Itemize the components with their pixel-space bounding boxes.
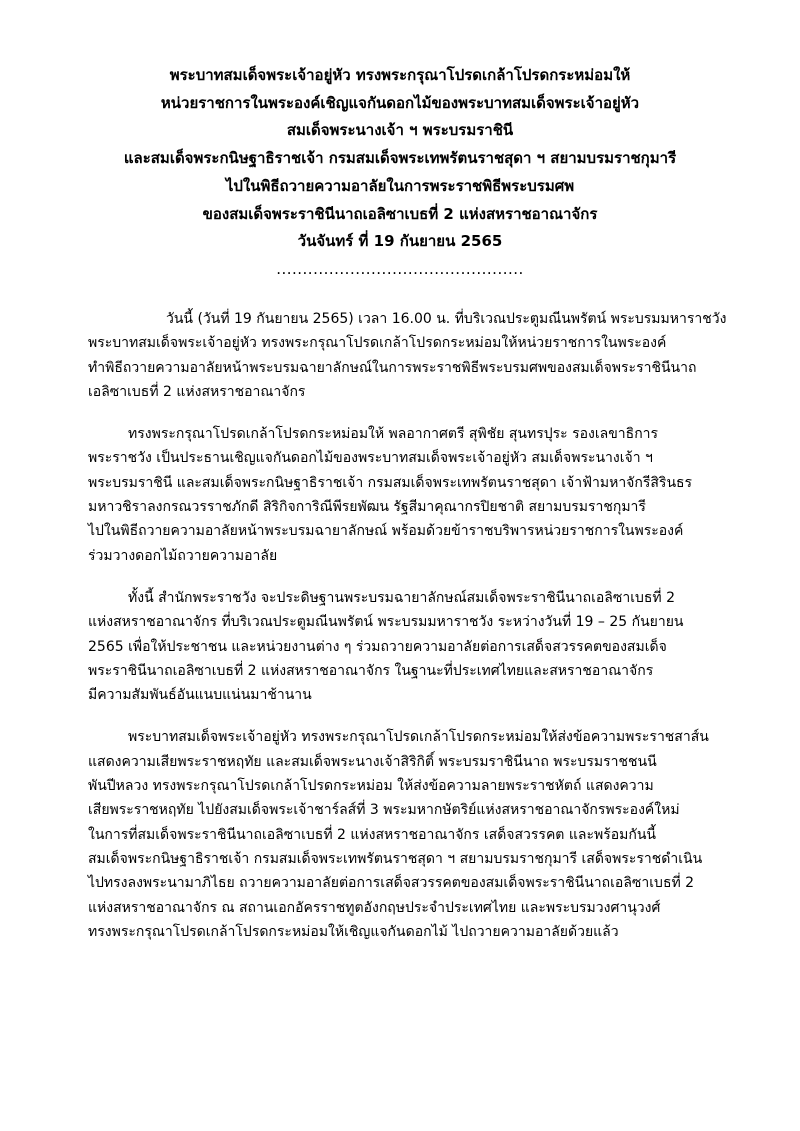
paragraph-line: ทรงพระกรุณาโปรดเกล้าโปรดกระหม่อมให้ พลอากาศตรี สุพิชัย สุนทรปุระ รองเลขาธิการ — [128, 426, 659, 443]
announcement-title — [60, 62, 740, 284]
paragraph-line: เสียพระราชหฤทัย ไปยังสมเด็จพระเจ้าชาร์ลส์ที่ 3 พระมหากษัตริย์แห่งสหราชอาณาจักรพระองค์ใหม่ — [88, 802, 680, 819]
paragraph-line: พระบาทสมเด็จพระเจ้าอยู่หัว ทรงพระกรุณาโปรดเกล้าโปรดกระหม่อมให้ส่งข้อความพระราชสาส์น — [128, 729, 709, 746]
paragraph-line: พระบรมราชินี และสมเด็จพระกนิษฐาธิราชเจ้า กรมสมเด็จพระเทพรัตนราชสุดา เจ้าฟ้ามหาจักรีสิรินธร — [88, 474, 693, 491]
paragraph-line: มหาวชิราลงกรณวรราชภักดี สิริกิจการิณีพีรยพัฒน รัฐสีมาคุณากรปิยชาติ สยามบรมราชกุมารี — [88, 499, 646, 516]
paragraph-line: เอลิซาเบธที่ 2 แห่งสหราชอาณาจักร — [88, 383, 306, 400]
title-line: หน่วยราชการในพระองค์เชิญแจกันดอกไม้ของพระบาทสมเด็จพระเจ้าอยู่หัว — [160, 93, 640, 112]
paragraph-line: พระราชินีนาถเอลิซาเบธที่ 2 แห่งสหราชอาณาจักร ในฐานะที่ประเทศไทยและสหราชอาณาจักร — [88, 662, 654, 679]
title-line: ไปในพิธีถวายความอาลัยในการพระราชพิธีพระบรมศพ — [225, 176, 575, 195]
paragraph-line: พระราชวัง เป็นประธานเชิญแจกันดอกไม้ของพระบาทสมเด็จพระเจ้าอยู่หัว สมเด็จพระนางเจ้า ฯ — [88, 450, 653, 467]
paragraph-line: วันนี้ (วันที่ 19 กันยายน 2565) เวลา 16.00 น. ที่บริเวณประตูมณีนพรัตน์ พระบรมมหาราชวัง — [166, 311, 727, 327]
paragraph-line: แห่งสหราชอาณาจักร ที่บริเวณประตูมณีนพรัตน์ พระบรมมหาราชวัง ระหว่างวันที่ 19 – 25 กันยายน — [88, 614, 684, 631]
title-date: วันจันทร์ ที่ 19 กันยายน 2565 — [297, 232, 503, 251]
paragraph-line: ทั้งนี้ สำนักพระราชวัง จะประดิษฐานพระบรมฉายาลักษณ์สมเด็จพระราชินีนาถเอลิซาเบธที่ 2 — [128, 589, 676, 606]
paragraph-line: ในการที่สมเด็จพระราชินีนาถเอลิซาเบธที่ 2 แห่งสหราชอาณาจักร เสด็จสวรรคต และพร้อมกันนี้ — [88, 826, 656, 843]
paragraph-line: มีความสัมพันธ์อันแนบแน่นมาช้านาน — [88, 687, 312, 704]
paragraph-3 — [88, 586, 728, 707]
paragraph-line: ทำพิธีถวายความอาลัยหน้าพระบรมฉายาลักษณ์ในการพระราชพิธีพระบรมศพของสมเด็จพระราชินีนาถ — [88, 359, 697, 376]
paragraph-1 — [88, 307, 728, 404]
title-separator: ............................................... — [276, 259, 524, 278]
paragraph-line: สมเด็จพระกนิษฐาธิราชเจ้า กรมสมเด็จพระเทพรัตนราชสุดา ฯ สยามบรมราชกุมารี เสด็จพระราชดำเนิน — [88, 850, 703, 867]
paragraph-2 — [88, 422, 728, 568]
paragraph-4 — [88, 725, 728, 944]
paragraph-line: ไปในพิธีถวายความอาลัยหน้าพระบรมฉายาลักษณ์ พร้อมด้วยข้าราชบริพารหน่วยราชการในพระองค์ — [88, 523, 684, 540]
title-line: ของสมเด็จพระราชินีนาถเอลิซาเบธที่ 2 แห่งสหราชอาณาจักร — [202, 204, 598, 223]
title-line: พระบาทสมเด็จพระเจ้าอยู่หัว ทรงพระกรุณาโปรดเกล้าโปรดกระหม่อมให้ — [169, 66, 631, 84]
paragraph-line: แสดงความเสียพระราชหฤทัย และสมเด็จพระนางเจ้าสิริกิติ์ พระบรมราชินีนาถ พระบรมราชชนนี — [88, 753, 657, 770]
document-body — [88, 307, 728, 962]
title-line: สมเด็จพระนางเจ้า ฯ พระบรมราชินี — [286, 121, 514, 140]
paragraph-line: ทรงพระกรุณาโปรดเกล้าโปรดกระหม่อมให้เชิญแจกันดอกไม้ ไปถวายความอาลัยด้วยแล้ว — [88, 923, 619, 940]
paragraph-line: แห่งสหราชอาณาจักร ณ สถานเอกอัครราชทูตอังกฤษประจำประเทศไทย และพระบรมวงศานุวงศ์ — [88, 899, 661, 916]
paragraph-line: ร่วมวางดอกไม้ถวายความอาลัย — [88, 547, 278, 564]
paragraph-line: พระบาทสมเด็จพระเจ้าอยู่หัว ทรงพระกรุณาโปรดเกล้าโปรดกระหม่อมให้หน่วยราชการในพระองค์ — [88, 335, 667, 352]
paragraph-line: 2565 เพื่อให้ประชาชน และหน่วยงานต่าง ๆ ร่วมถวายความอาลัยต่อการเสด็จสวรรคตของสมเด็จ — [88, 638, 667, 655]
title-line: และสมเด็จพระกนิษฐาธิราชเจ้า กรมสมเด็จพระเทพรัตนราชสุดา ฯ สยามบรมราชกุมารี — [123, 149, 677, 168]
paragraph-line: ไปทรงลงพระนามาภิไธย ถวายความอาลัยต่อการเสด็จสวรรคตของสมเด็จพระราชินีนาถเอลิซาเบธที่ 2 — [88, 875, 695, 892]
paragraph-line: พันปีหลวง ทรงพระกรุณาโปรดเกล้าโปรดกระหม่อม ให้ส่งข้อความลายพระราชหัตถ์ แสดงความ — [88, 778, 654, 795]
